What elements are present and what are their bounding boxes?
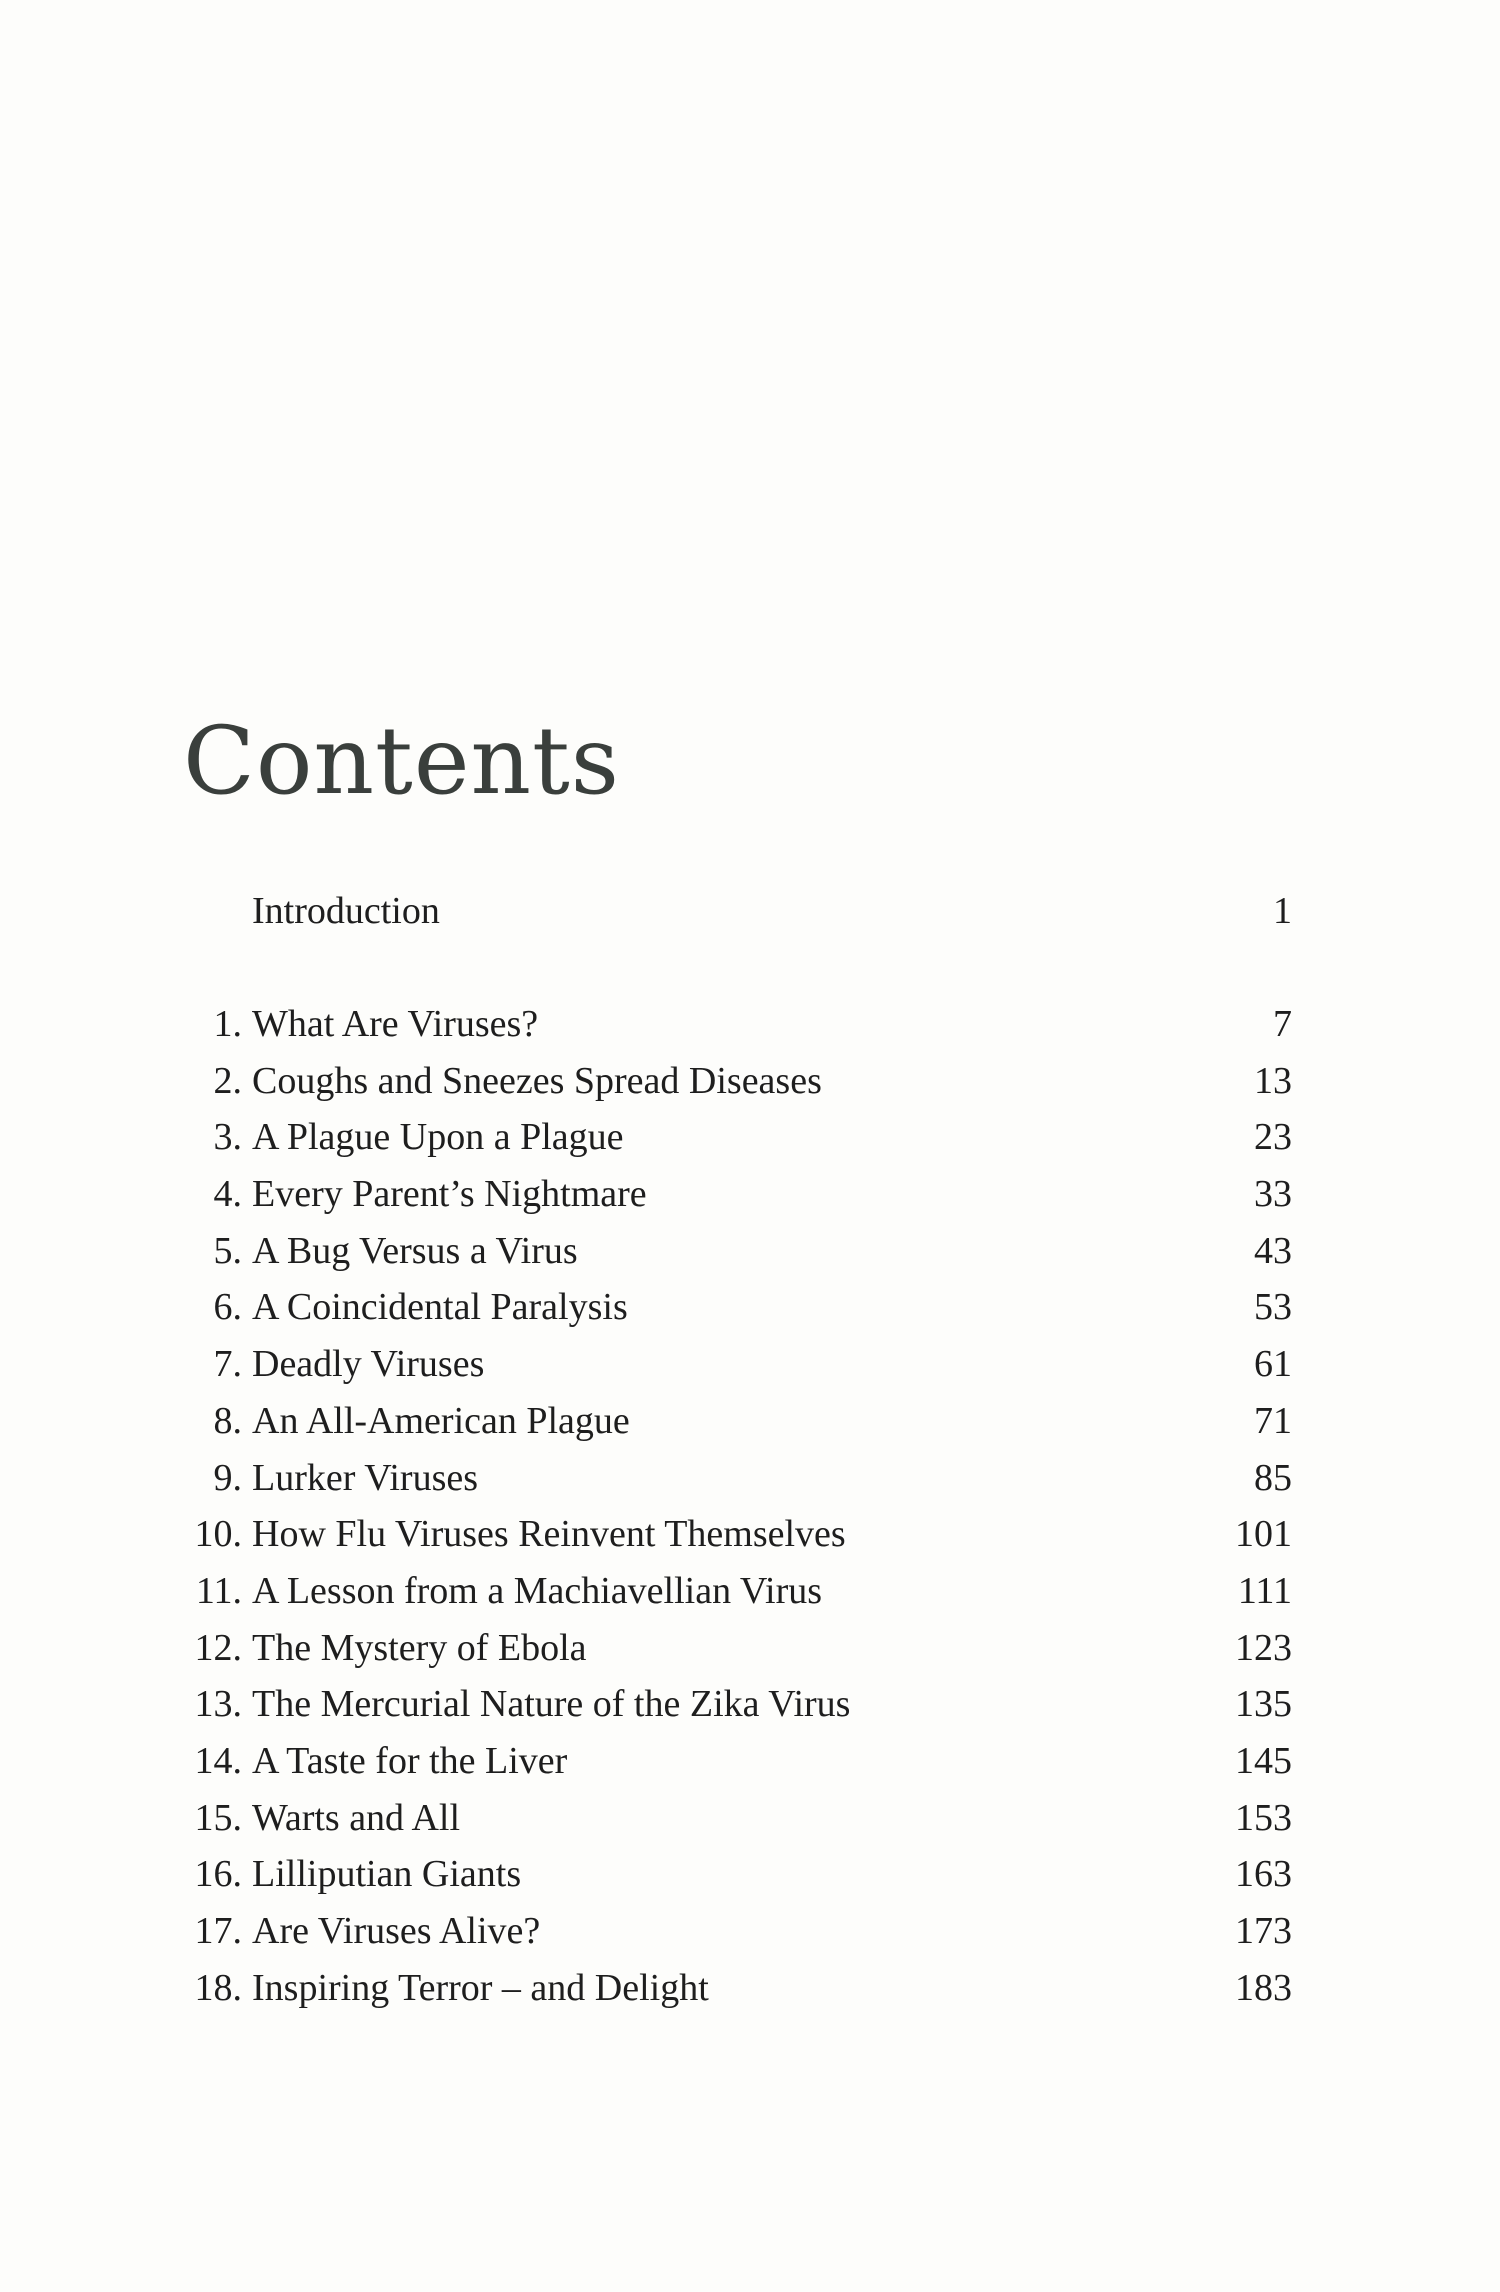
chapter-title: Are Viruses Alive? <box>252 1910 541 1952</box>
chapter-page-number: 135 <box>1235 1683 1292 1726</box>
toc-entry-introduction <box>0 886 1500 936</box>
chapter-page-number: 173 <box>1235 1910 1292 1952</box>
chapter-number: 5. <box>213 1229 242 1272</box>
chapter-page-number: 183 <box>1235 1966 1292 2009</box>
toc-entry <box>0 1393 1500 1450</box>
chapter-number: 17. <box>194 1910 242 1952</box>
chapter-page-number: 163 <box>1235 1853 1292 1896</box>
chapter-title: Warts and All <box>252 1796 461 1839</box>
toc-entry <box>0 1223 1500 1280</box>
chapter-number: 12. <box>194 1626 242 1669</box>
chapter-title: Lilliputian Giants <box>252 1853 522 1896</box>
toc-entry <box>0 1790 1500 1847</box>
entry-page-number: 1 <box>1273 890 1292 932</box>
chapter-number: 13. <box>194 1683 242 1726</box>
chapter-title: How Flu Viruses Reinvent Themselves <box>252 1513 846 1556</box>
chapter-number: 15. <box>194 1796 242 1839</box>
chapter-number: 16. <box>194 1853 242 1896</box>
chapter-title: An All-American Plague <box>252 1399 630 1442</box>
chapter-page-number: 71 <box>1254 1399 1292 1442</box>
chapter-number: 14. <box>194 1739 242 1782</box>
chapter-title: Every Parent’s Nightmare <box>252 1173 647 1216</box>
toc-entry <box>0 1620 1500 1677</box>
chapter-page-number: 33 <box>1254 1173 1292 1216</box>
chapter-number: 2. <box>213 1059 242 1102</box>
chapter-number: 7. <box>213 1343 242 1386</box>
toc-entry <box>0 1279 1500 1336</box>
toc-entry <box>0 1506 1500 1563</box>
toc-entry <box>0 1053 1500 1110</box>
chapter-page-number: 101 <box>1235 1513 1292 1556</box>
chapter-number: 18. <box>194 1966 242 2009</box>
chapter-title: Inspiring Terror – and Delight <box>252 1966 709 2009</box>
chapter-number: 6. <box>213 1286 242 1329</box>
chapter-page-number: 123 <box>1235 1626 1292 1669</box>
chapter-title: The Mercurial Nature of the Zika Virus <box>252 1683 851 1726</box>
chapter-title: The Mystery of Ebola <box>252 1626 587 1669</box>
chapter-page-number: 23 <box>1254 1116 1292 1159</box>
chapter-page-number: 85 <box>1254 1456 1292 1499</box>
chapter-title: A Coincidental Paralysis <box>252 1286 628 1329</box>
chapter-title: Coughs and Sneezes Spread Diseases <box>252 1059 822 1102</box>
chapter-page-number: 13 <box>1254 1059 1292 1102</box>
chapter-number: 3. <box>213 1116 242 1159</box>
chapter-number: 9. <box>213 1456 242 1499</box>
chapter-number: 1. <box>213 1003 242 1045</box>
toc-entry <box>0 1960 1500 2017</box>
toc-entry <box>0 1450 1500 1507</box>
chapter-title: A Plague Upon a Plague <box>252 1116 624 1159</box>
chapter-title: Lurker Viruses <box>252 1456 479 1499</box>
chapter-number: 8. <box>213 1399 242 1442</box>
toc-entry <box>0 1903 1500 1960</box>
chapter-title: A Bug Versus a Virus <box>252 1229 578 1272</box>
toc-entry <box>0 1676 1500 1733</box>
toc-entry <box>0 1733 1500 1790</box>
toc-entry <box>0 1336 1500 1393</box>
chapter-page-number: 53 <box>1254 1286 1292 1329</box>
chapter-page-number: 61 <box>1254 1343 1292 1386</box>
chapter-title: What Are Viruses? <box>252 1003 539 1045</box>
chapter-page-number: 7 <box>1273 1003 1292 1045</box>
chapter-title: A Lesson from a Machiavellian Virus <box>252 1569 823 1612</box>
chapter-title: A Taste for the Liver <box>252 1739 568 1782</box>
chapter-page-number: 43 <box>1254 1229 1292 1272</box>
page-title: Contents <box>183 706 621 816</box>
toc-entry <box>0 1563 1500 1620</box>
chapter-number: 10. <box>194 1513 242 1556</box>
chapter-page-number: 145 <box>1235 1739 1292 1782</box>
entry-title: Introduction <box>252 890 440 932</box>
chapter-page-number: 153 <box>1235 1796 1292 1839</box>
toc-entry <box>0 996 1500 1053</box>
toc-entry <box>0 1109 1500 1166</box>
chapter-number: 11. <box>195 1569 242 1612</box>
chapter-page-number: 111 <box>1237 1569 1292 1612</box>
chapter-title: Deadly Viruses <box>252 1343 485 1386</box>
chapter-list <box>0 996 1500 2016</box>
toc-entry <box>0 1846 1500 1903</box>
toc-entry <box>0 1166 1500 1223</box>
chapter-number: 4. <box>213 1173 242 1216</box>
